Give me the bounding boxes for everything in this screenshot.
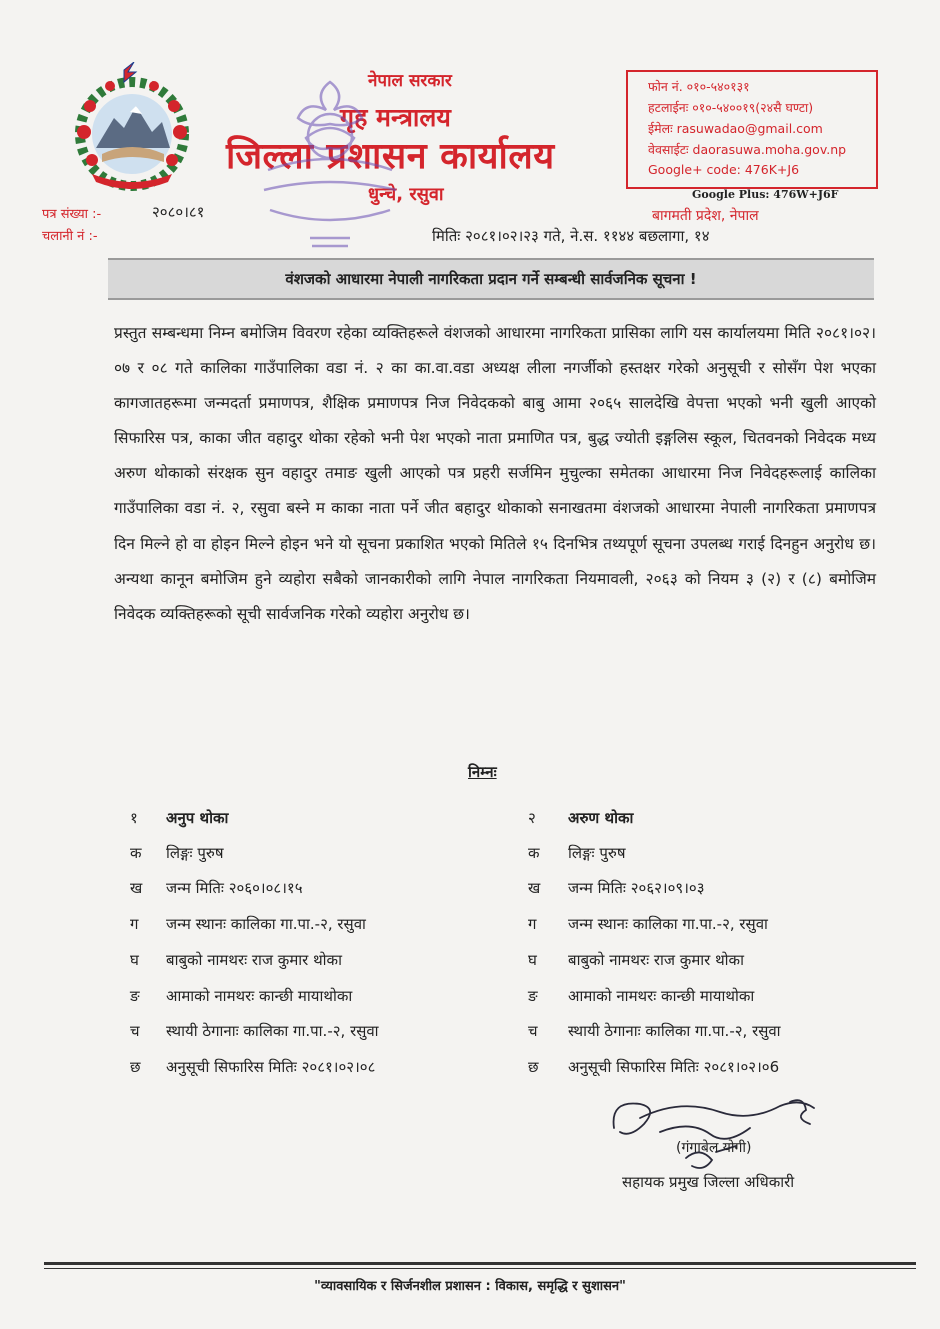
contact-hotline: हटलाईनः ०१०-५४००१९(२४सै घण्टा)	[648, 100, 814, 115]
person-1-name: अनुप थोका	[166, 809, 229, 827]
footer-divider-thin	[44, 1268, 916, 1269]
footer-divider	[44, 1262, 916, 1265]
person-2-index: २	[528, 809, 536, 827]
person-2-row-label: ङ	[528, 987, 538, 1005]
contact-info-box	[626, 70, 878, 189]
applicant-list-heading: निम्नः	[468, 763, 497, 781]
person-2-birth-place: जन्म स्थानः कालिका गा.पा.-२, रसुवा	[568, 915, 768, 933]
office-seal-stamp	[250, 78, 410, 253]
person-1-birth-place: जन्म स्थानः कालिका गा.पा.-२, रसुवा	[166, 915, 366, 933]
person-1-mother-name: आमाको नामथरः कान्छी मायाथोका	[166, 987, 353, 1005]
person-2-row-label: क	[528, 844, 540, 862]
signer-title: सहायक प्रमुख जिल्ला अधिकारी	[622, 1173, 795, 1191]
contact-email: ईमेलः rasuwadao@gmail.com	[648, 121, 823, 136]
person-1-index: १	[130, 809, 138, 827]
person-2-recommendation-date: अनुसूची सिफारिस मितिः २०८१।०२।०6	[568, 1058, 780, 1076]
person-1-gender: लिङ्गः पुरुष	[166, 844, 224, 862]
person-2-permanent-address: स्थायी ठेगानाः कालिका गा.पा.-२, रसुवा	[568, 1022, 781, 1040]
person-1-row-label: छ	[130, 1058, 141, 1076]
notice-body: प्रस्तुत सम्बन्धमा निम्न बमोजिम विवरण रहेका व्यक्तिहरूले वंशजको आधारमा नागरिकता प्रासिका लागि यस कार्यालयमा मिति २०८१।०२।०७ र ०८ गते कालिका गाउँपालिका वडा नं. २ का का.वा.वडा अध्यक्ष लीला नगर्जीको हस्तक्षर गरेको अनुसूची र सोसँग पेश भएका कागजातहरूमा जन्मदर्ता प्रमाणपत्र, शैक्षिक प्रमाणपत्र निज निवेदकको बाबु आमा २०६५ सालदेखि वेपत्ता भएको भनी खुली आएको सिफारिस पत्र, काका जीत वहादुर थोका रहेको भनी पेश भएको नाता प्रमाणित पत्र, बुद्ध ज्योती इङ्गलिस स्कूल, चितवनको निवेदक मध्य अरुण थोकाको संरक्षक सुन वहादुर तमाङ खुली आएको पत्र प्रहरी सर्जमिन मुचुल्का समेतका आधारमा निज निवेदहरूलाई कालिका गाउँपालिका वडा नं. २, रसुवा बस्ने म काका नाता पर्ने जीत बहादुर थोकाको सनाखतमा वंशजको आधारमा नेपाली नागरिकता प्रमाणपत्र दिन मिल्ने हो वा होइन मिल्ने होइन भने यो सूचना प्रकाशित भएको मितिले १५ दिनभित्र तथ्यपूर्ण सूचना उपलब्ध गराई दिनहुन अनुरोध छ। अन्यथा कानून बमोजिम हुने व्यहोरा सबैको जानकारीको लागि नेपाल नागरिकता नियमावली, २०६३ को नियम ३ (२) र (८) बमोजिम निवेदक व्यक्तिहरूको सूची सार्वजनिक गरेको व्यहोरा अनुरोध छ।	[114, 324, 876, 623]
person-2-row-label: छ	[528, 1058, 539, 1076]
letter-number-value: २०८०।८१	[152, 203, 205, 221]
province-name: बागमती प्रदेश, नेपाल	[652, 208, 759, 224]
person-2-birth-date: जन्म मितिः २०६२।०९।०३	[568, 879, 705, 897]
footer-motto: "व्यावसायिक र सिर्जनशील प्रशासन : विकास, समृद्धि र सुशासन"	[314, 1279, 626, 1294]
person-2-row-label: च	[528, 1022, 538, 1040]
dispatch-number-label: चलानी नं :-	[42, 229, 98, 244]
government-name: नेपाल सरकार	[368, 71, 452, 91]
person-1-row-label: ग	[130, 915, 139, 933]
person-2-mother-name: आमाको नामथरः कान्छी मायाथोका	[568, 987, 755, 1005]
letter-number-label: पत्र संख्या :-	[42, 207, 102, 222]
person-1-recommendation-date: अनुसूची सिफारिस मितिः २०८१।०२।०८	[166, 1058, 376, 1076]
person-2-row-label: घ	[528, 951, 537, 969]
ministry-name: गृह मन्त्रालय	[340, 103, 451, 132]
contact-google-plus: Google Plus: 476W+J6F	[692, 188, 839, 201]
letter-date: मितिः २०८१।०२।२३ गते, ने.स. ११४४ बछलागा, १४	[432, 227, 710, 245]
person-1-father-name: बाबुको नामथरः राज कुमार थोका	[166, 951, 342, 969]
person-1-row-label: च	[130, 1022, 140, 1040]
person-2-row-label: ग	[528, 915, 537, 933]
notice-subject: वंशजको आधारमा नेपाली नागरिकता प्रदान गर्ने सम्बन्धी सार्वजनिक सूचना !	[285, 270, 697, 288]
nepal-emblem-icon	[62, 62, 202, 192]
handwritten-signature	[600, 1088, 840, 1178]
person-2-row-label: ख	[528, 879, 541, 897]
person-2-name: अरुण थोका	[568, 809, 634, 827]
office-name: जिल्ला प्रशासन कार्यालय	[226, 136, 555, 177]
contact-website: वेवसाईटः daorasuwa.moha.gov.np	[648, 142, 847, 157]
person-1-row-label: क	[130, 844, 142, 862]
person-2-gender: लिङ्गः पुरुष	[568, 844, 626, 862]
office-location: धुन्चे, रसुवा	[368, 184, 444, 205]
contact-google-code: Google+ code: 476K+J6	[648, 162, 800, 177]
contact-phone: फोन नं. ०१०-५४०१३१	[648, 79, 750, 94]
person-1-birth-date: जन्म मितिः २०६०।०८।१५	[166, 879, 303, 897]
person-1-row-label: ख	[130, 879, 143, 897]
person-1-row-label: ङ	[130, 987, 140, 1005]
subject-banner	[108, 258, 874, 300]
person-1-permanent-address: स्थायी ठेगानाः कालिका गा.पा.-२, रसुवा	[166, 1022, 379, 1040]
person-1-row-label: घ	[130, 951, 139, 969]
signer-name: (गंगाबेल योगी)	[676, 1140, 752, 1156]
person-2-father-name: बाबुको नामथरः राज कुमार थोका	[568, 951, 744, 969]
